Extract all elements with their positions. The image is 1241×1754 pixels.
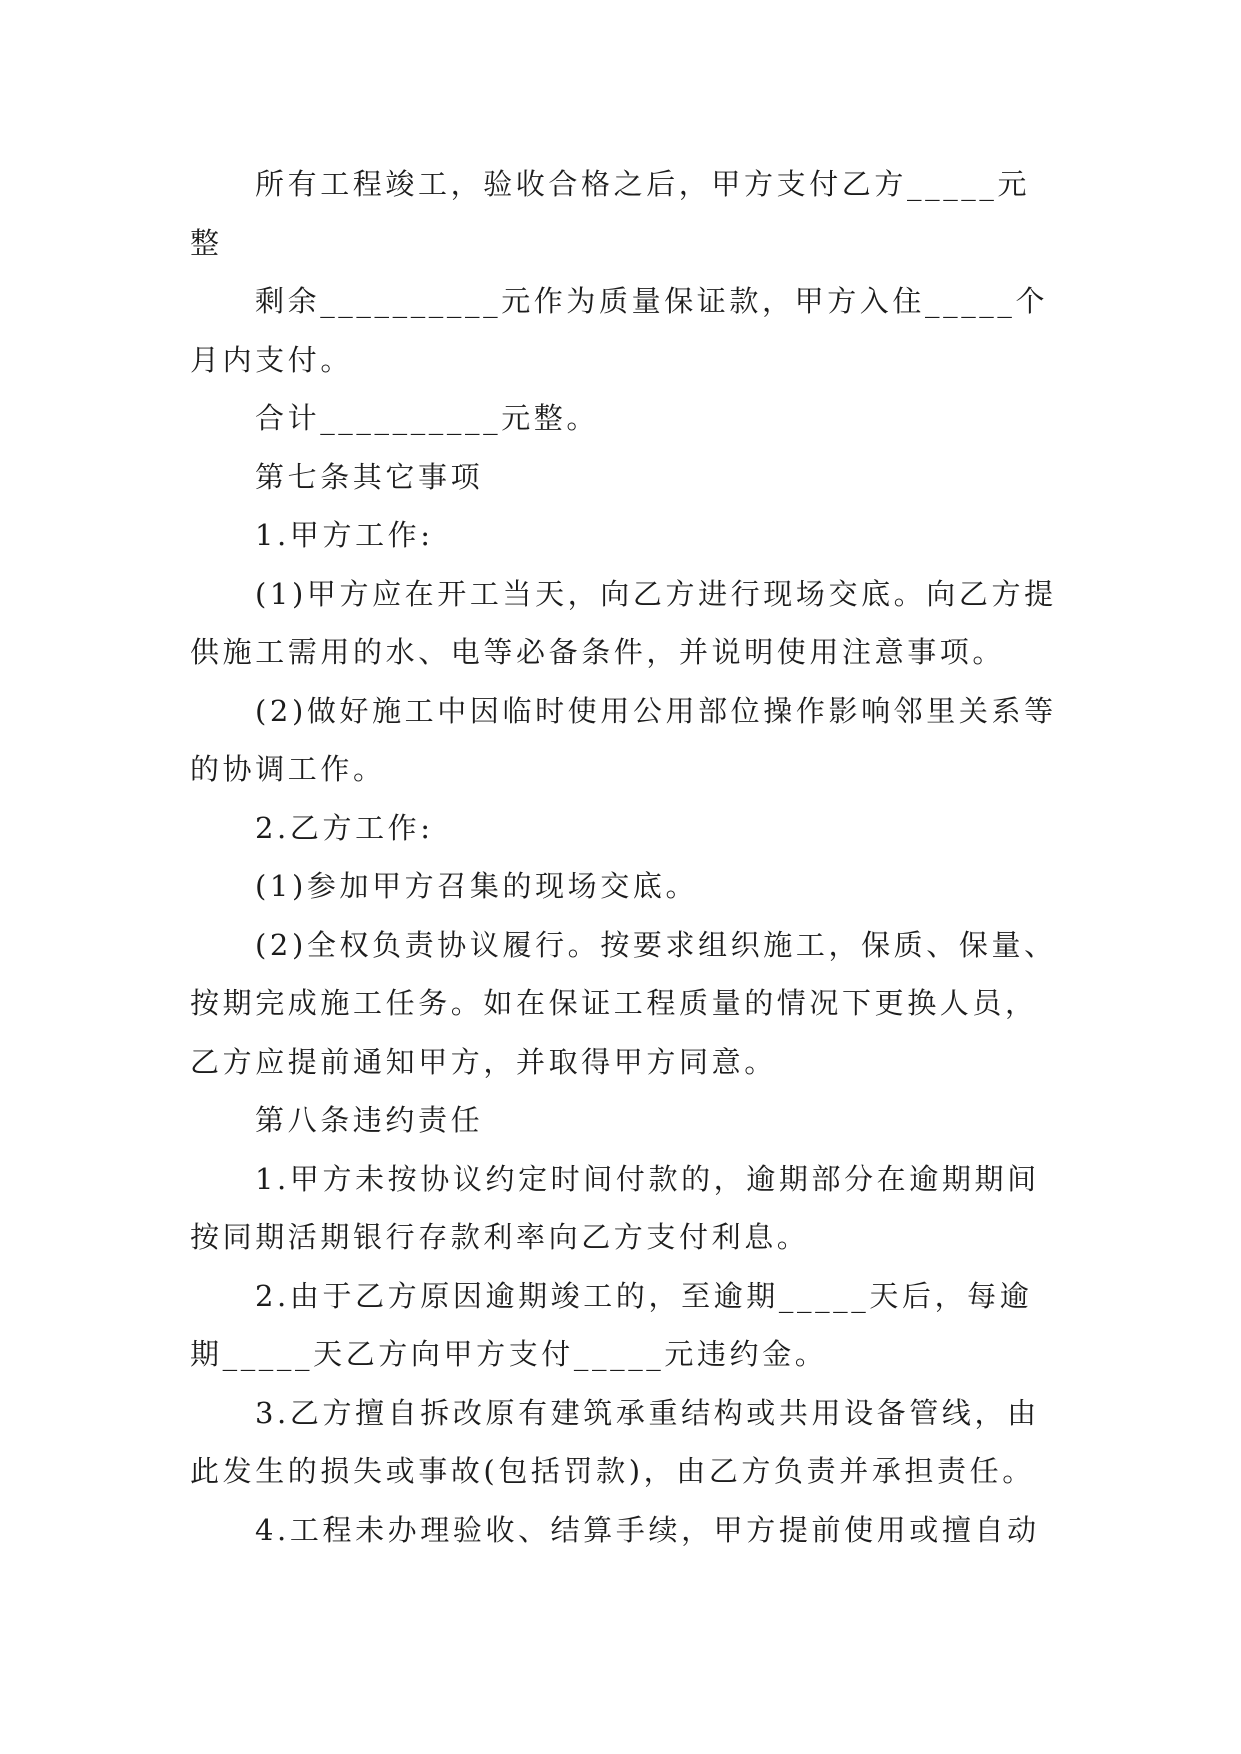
subheading-party-b-work: 2.乙方工作: xyxy=(255,810,434,845)
section-heading-article-7: 第七条其它事项 xyxy=(255,459,484,494)
paragraph-party-a-item-2: (2)做好施工中因临时使用公用部位操作影响邻里关系等的协调工作。 xyxy=(190,693,1057,786)
paragraph-breach-2: 2.由于乙方原因逾期竣工的，至逾期_____天后，每逾期_____天乙方向甲方支付_____元违约金。 xyxy=(190,1278,1033,1371)
paragraph-quality-deposit: 剩余__________元作为质量保证款，甲方入住_____个月内支付。 xyxy=(190,284,1049,377)
paragraph-party-b-item-1: (1)参加甲方召集的现场交底。 xyxy=(255,869,699,903)
paragraph-total: 合计__________元整。 xyxy=(255,401,600,435)
paragraph-party-b-item-2: (2)全权负责协议履行。按要求组织施工，保质、保量、按期完成施工任务。如在保证工程质量的情况下更换人员，乙方应提前通知甲方，并取得甲方同意。 xyxy=(190,927,1057,1079)
paragraph-breach-3: 3.乙方擅自拆改原有建筑承重结构或共用设备管线，由此发生的损失或事故(包括罚款)，由乙方负责并承担责任。 xyxy=(190,1395,1040,1488)
paragraph-final-payment: 所有工程竣工，验收合格之后，甲方支付乙方_____元整 xyxy=(190,167,1031,260)
subheading-party-a-work: 1.甲方工作: xyxy=(255,518,434,552)
document-body xyxy=(190,155,1060,1559)
paragraph-party-a-item-1: (1)甲方应在开工当天，向乙方进行现场交底。向乙方提供施工需用的水、电等必备条件，并说明使用注意事项。 xyxy=(190,576,1057,669)
paragraph-breach-1: 1.甲方未按协议约定时间付款的，逾期部分在逾期期间按同期活期银行存款利率向乙方支付利息。 xyxy=(190,1161,1040,1254)
section-heading-article-8: 第八条违约责任 xyxy=(255,1103,484,1137)
paragraph-breach-4: 4.工程未办理验收、结算手续，甲方提前使用或擅自动 xyxy=(255,1512,1040,1547)
